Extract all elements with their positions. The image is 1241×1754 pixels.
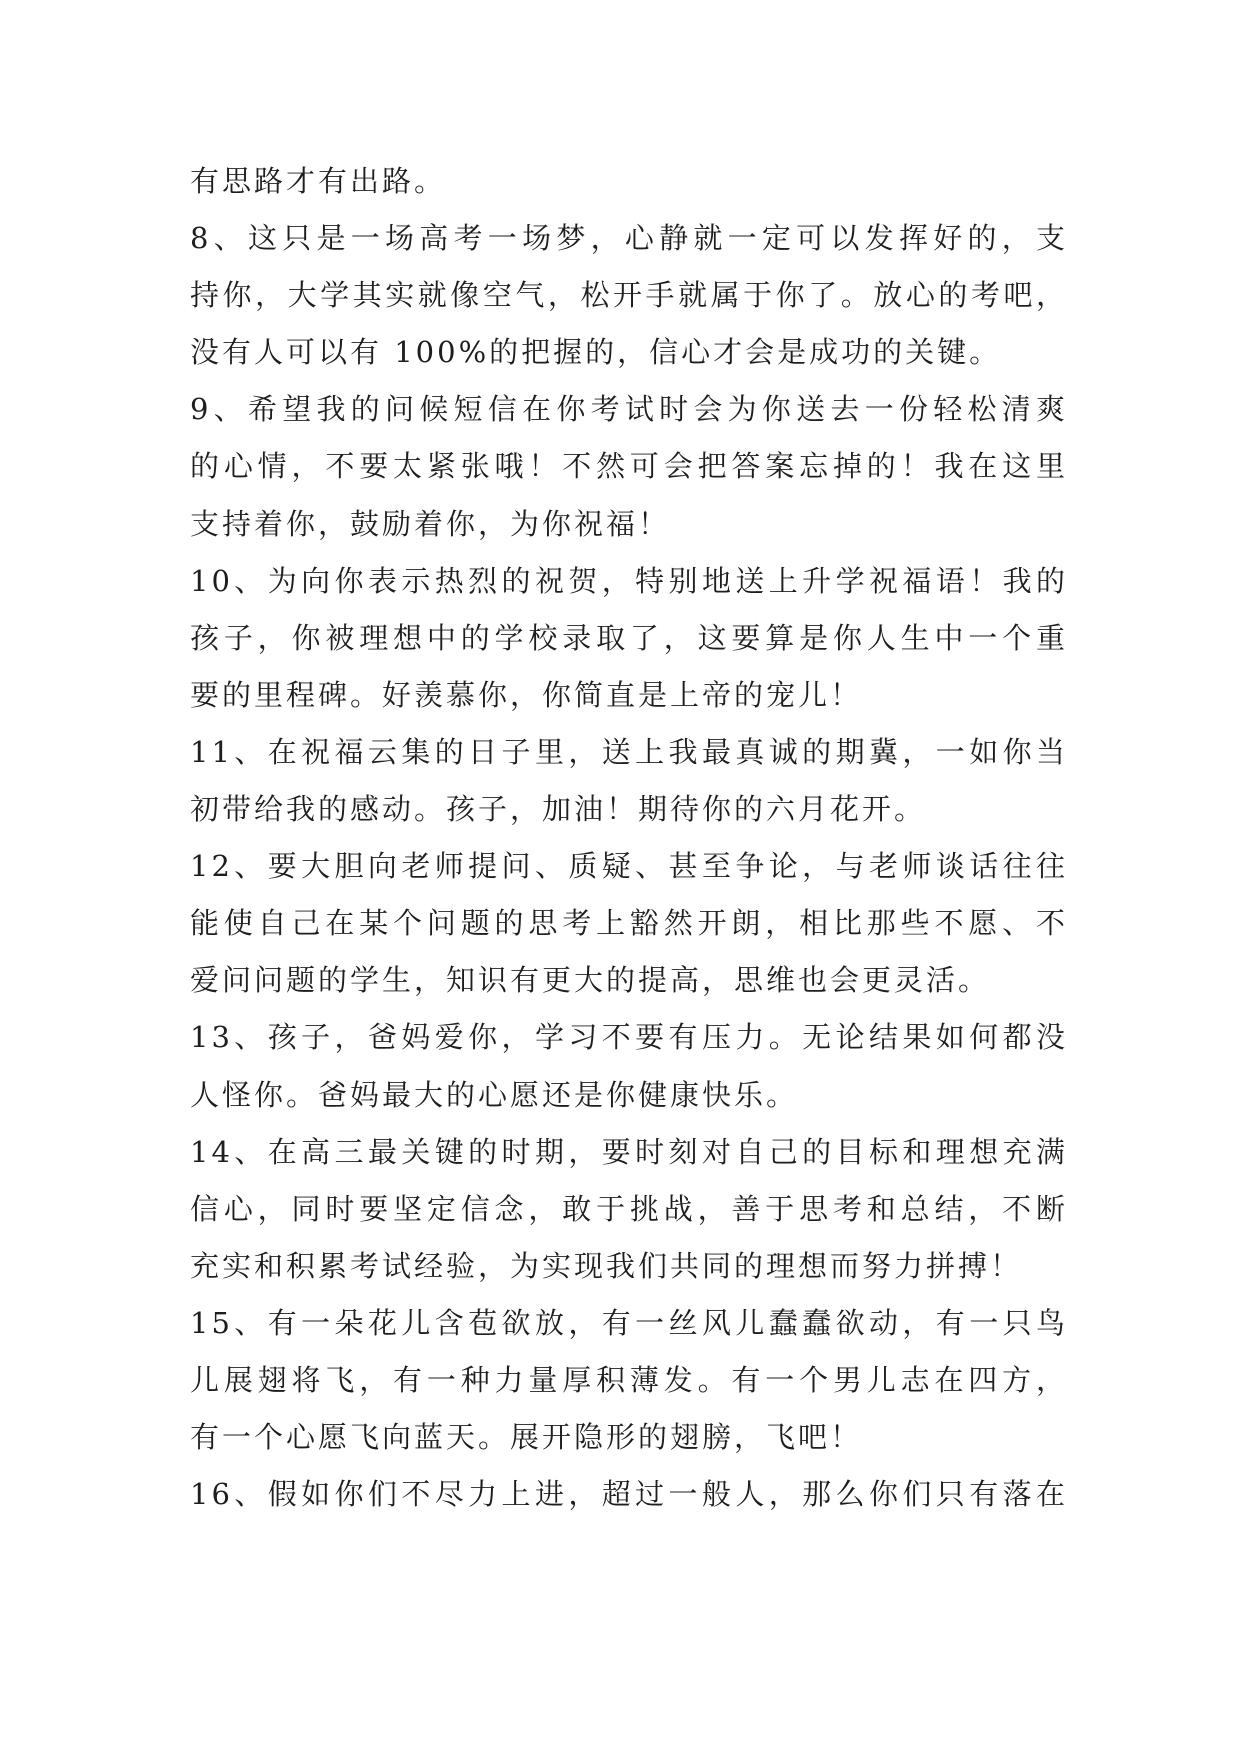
text-line: 11、在祝福云集的日子里，送上我最真诚的期冀，一如你当 [190, 734, 1068, 769]
text-line: 要的里程碑。好羡慕你，你简直是上帝的宠儿！ [190, 677, 863, 712]
text-line: 14、在高三最关键的时期，要时刻对自己的目标和理想充满 [190, 1134, 1068, 1169]
text-line: 能使自己在某个问题的思考上豁然开朗，相比那些不愿、不 [190, 906, 1068, 941]
text-line: 的心情，不要太紧张哦！不然可会把答案忘掉的！我在这里 [190, 449, 1068, 484]
text-line: 16、假如你们不尽力上进，超过一般人，那么你们只有落在 [190, 1477, 1068, 1512]
paragraph-item-10 [190, 553, 1068, 724]
text-line: 12、要大胆向老师提问、质疑、甚至争论，与老师谈话往往 [190, 849, 1068, 884]
paragraph-item-15 [190, 1295, 1068, 1466]
text-line: 孩子，你被理想中的学校录取了，这要算是你人生中一个重 [190, 620, 1068, 655]
text-line: 初带给我的感动。孩子，加油！期待你的六月花开。 [190, 792, 927, 827]
paragraph-item-8 [190, 210, 1068, 381]
document-body [190, 153, 1068, 1523]
paragraph-item-9 [190, 381, 1068, 552]
paragraph-item-12 [190, 838, 1068, 1009]
text-line: 儿展翅将飞，有一种力量厚积薄发。有一个男儿志在四方， [190, 1362, 1068, 1397]
text-line: 有一个心愿飞向蓝天。展开隐形的翅膀，飞吧！ [190, 1420, 863, 1455]
text-line: 10、为向你表示热烈的祝贺，特别地送上升学祝福语！我的 [190, 563, 1068, 598]
text-line: 15、有一朵花儿含苞欲放，有一丝风儿蠢蠢欲动，有一只鸟 [190, 1305, 1068, 1340]
paragraph-continued [190, 153, 1068, 210]
text-line: 爱问问题的学生，知识有更大的提高，思维也会更灵活。 [190, 963, 991, 998]
paragraph-item-16 [190, 1466, 1068, 1523]
text-line: 支持着你，鼓励着你，为你祝福！ [190, 506, 671, 541]
paragraph-item-11 [190, 724, 1068, 838]
text-line: 8、这只是一场高考一场梦，心静就一定可以发挥好的，支 [190, 221, 1068, 256]
paragraph-item-13 [190, 1009, 1068, 1123]
text-line: 持你，大学其实就像空气，松开手就属于你了。放心的考吧， [190, 278, 1068, 313]
paragraph-item-14 [190, 1124, 1068, 1295]
text-line: 13、孩子，爸妈爱你，学习不要有压力。无论结果如何都没 [190, 1020, 1068, 1055]
text-line: 没有人可以有 100%的把握的，信心才会是成功的关键。 [190, 335, 1002, 370]
text-line: 有思路才有出路。 [190, 164, 447, 198]
text-line: 充实和积累考试经验，为实现我们共同的理想而努力拼搏！ [190, 1248, 1023, 1283]
text-line: 信心，同时要坚定信念，敢于挑战，善于思考和总结，不断 [190, 1191, 1068, 1226]
text-line: 9、希望我的问候短信在你考试时会为你送去一份轻松清爽 [190, 392, 1068, 427]
text-line: 人怪你。爸妈最大的心愿还是你健康快乐。 [190, 1077, 799, 1112]
